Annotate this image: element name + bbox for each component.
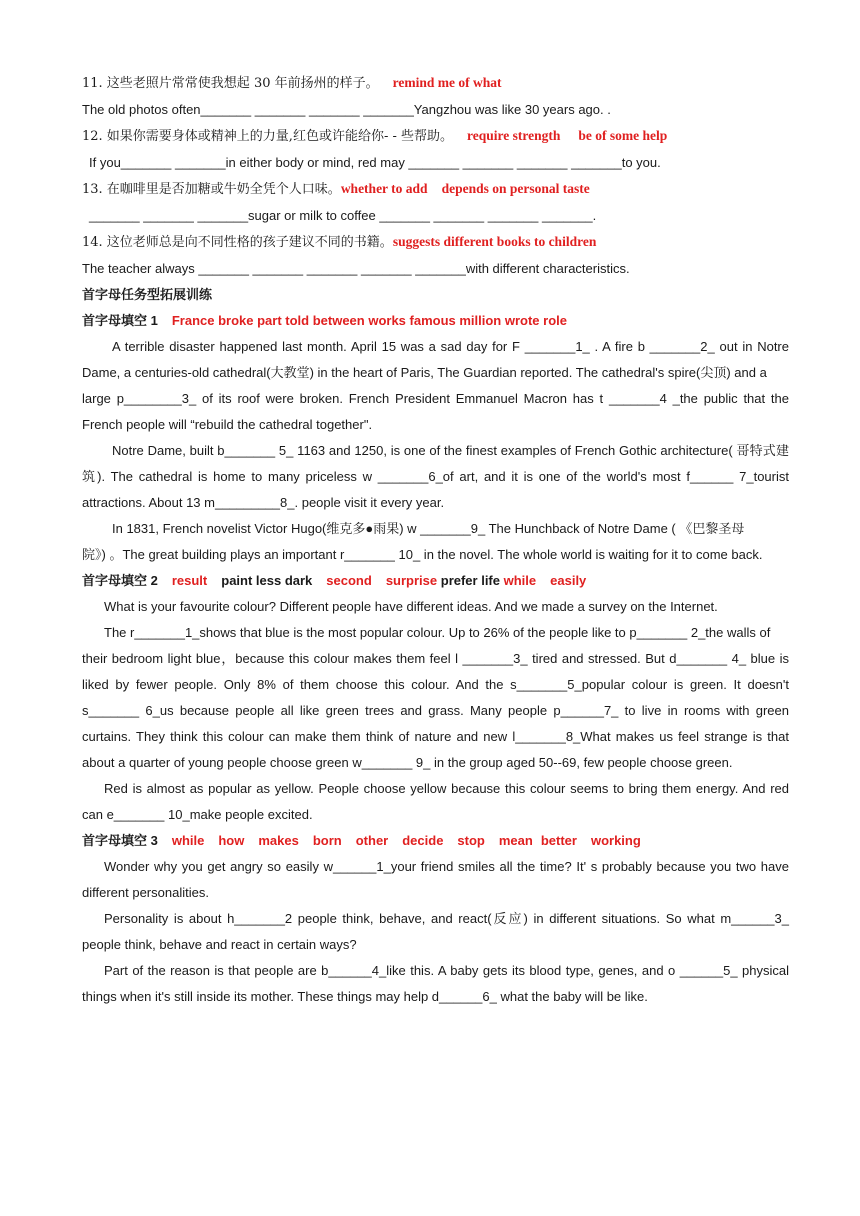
- exercise-1-word-bank: France broke part told between works famous million wrote role: [171, 313, 567, 328]
- exercise-1-paragraph-1b: large p________3_ of its roof were broken. French President Emmanuel Macron has t _______4 _the public that the French people will “rebuild the cathedral together".: [82, 391, 789, 432]
- question-13-english: _______ _______ _______sugar or milk to coffee _______ _______ _______ _______.: [89, 208, 597, 223]
- exercise-2-paragraph-2b: their bedroom light blue，because this colour makes them feel l _______3_ tired and stressed. But d_______ 4_ blue is liked by fewer people. Only 8% of them choose this colour. And the s_______5_popular colour is green. It doesn't s_______ 6_us because people all like green trees and grass. Many people p______7_ to live in rooms with green curtains. They think this colour can make them think of nature and new l_______8_What makes us feel strange is that about a quarter of young people choose green w_______ 9_ in the group aged 50--69, few people choose green.: [82, 651, 789, 770]
- question-11-chinese: 11. 这些老照片常常使我想起 30 年前扬州的样子。: [82, 76, 379, 91]
- question-14: [82, 229, 789, 256]
- question-13-answer-2: depends on personal taste: [441, 181, 590, 196]
- exercise-2-word-2: paint less dark: [221, 573, 313, 588]
- exercise-2-word-5: prefer life: [440, 573, 500, 588]
- exercise-2-paragraph-1: What is your favourite colour? Different people have different ideas. And we made a survey on the Internet.: [104, 599, 718, 614]
- exercise-3-title: 首字母填空 3: [82, 833, 158, 848]
- exercise-2-word-3: second: [326, 573, 372, 588]
- question-14-chinese: 14. 这位老师总是向不同性格的孩子建议不同的书籍。: [82, 235, 393, 250]
- exercise-3-paragraph-2: Personality is about h_______2 people think, behave, and react(反应) in different situations. So what m______3_ people think, behave and react in certain ways?: [82, 911, 789, 952]
- question-13-answer-1: whether to add: [340, 181, 428, 196]
- exercise-1-paragraph-3b: 院》) 。The great building plays an important r_______ 10_ in the novel. The whole world is waiting for it to come back.: [82, 547, 763, 562]
- exercise-1-title: 首字母填空 1: [82, 313, 158, 328]
- exercise-3-word-2: how: [218, 833, 245, 848]
- exercise-1-header: [82, 308, 789, 334]
- exercise-2-header: [82, 568, 789, 594]
- exercise-2-paragraph-2a: The r_______1_shows that blue is the most popular colour. Up to 26% of the people like to p_______ 2_the walls of: [104, 625, 771, 640]
- question-12-english: If you_______ _______in either body or mind, red may _______ _______ _______ _______to you.: [89, 155, 661, 170]
- exercise-3-paragraph-1: Wonder why you get angry so easily w______1_your friend smiles all the time? It' s probably because you two have different personalities.: [82, 859, 789, 900]
- exercise-3-word-5: other: [355, 833, 389, 848]
- exercise-2-word-1: result: [171, 573, 208, 588]
- question-12-chinese: 12. 如果你需要身体或精神上的力量,红色或许能给你- - 些帮助。: [82, 129, 453, 144]
- question-14-english: The teacher always _______ _______ _______ _______ _______with different characteristics.: [82, 261, 630, 276]
- question-13: [82, 176, 789, 203]
- exercise-3-word-10: working: [590, 833, 641, 848]
- question-13-chinese: 13. 在咖啡里是否加糖或牛奶全凭个人口味。: [82, 182, 341, 197]
- exercise-3-word-1: while: [171, 833, 205, 848]
- exercise-3-word-3: makes: [258, 833, 299, 848]
- exercise-3-word-4: born: [312, 833, 342, 848]
- exercise-3-paragraph-3: Part of the reason is that people are b______4_like this. A baby gets its blood type, genes, and o ______5_ physical things when it's still inside its mother. These things may help d______6_ what the baby will be like.: [82, 963, 789, 1004]
- exercise-2-title: 首字母填空 2: [82, 573, 158, 588]
- question-12-answer-1: require strength: [467, 128, 561, 143]
- section-title: 首字母任务型拓展训练: [82, 287, 213, 302]
- question-11: [82, 70, 789, 97]
- exercise-2-word-7: easily: [550, 573, 587, 588]
- question-11-answer: remind me of what: [392, 75, 502, 90]
- exercise-3-word-8: mean: [498, 833, 533, 848]
- exercise-3-word-7: stop: [457, 833, 485, 848]
- exercise-3-header: [82, 828, 789, 854]
- worksheet-page: [82, 70, 789, 1010]
- exercise-2-paragraph-3: Red is almost as popular as yellow. People choose yellow because this colour seems to bring them energy. And red can e_______ 10_make people excited.: [82, 781, 789, 822]
- question-12-answer-2: be of some help: [578, 128, 668, 143]
- question-11-english: The old photos often_______ _______ _______ _______Yangzhou was like 30 years ago. .: [82, 102, 611, 117]
- exercise-1-paragraph-3a: In 1831, French novelist Victor Hugo(维克多●雨果) w _______9_ The Hunchback of Notre Dame ( 《巴黎圣母: [112, 521, 745, 536]
- exercise-1-paragraph-2: Notre Dame, built b_______ 5_ 1163 and 1250, is one of the finest examples of French Gothic architecture( 哥特式建筑). The cathedral is home to many priceless w _______6_of art, and it is one of the world's most f______ 7_tourist attractions. About 13 m_________8_. people visit it every year.: [82, 443, 789, 510]
- exercise-3-word-9: better: [540, 833, 577, 848]
- question-12: [82, 123, 789, 150]
- exercise-3-word-6: decide: [402, 833, 444, 848]
- exercise-2-word-6: while: [503, 573, 537, 588]
- exercise-2-word-4: surprise: [385, 573, 438, 588]
- exercise-1-paragraph-1a: A terrible disaster happened last month. April 15 was a sad day for F _______1_ . A fire b _______2_ out in Notre Dame, a centuries-old cathedral(大教堂) in the heart of Paris, The Guardian reported. The cathedral's spire(尖顶) and a: [82, 339, 789, 380]
- question-14-answer: suggests different books to children: [392, 234, 597, 249]
